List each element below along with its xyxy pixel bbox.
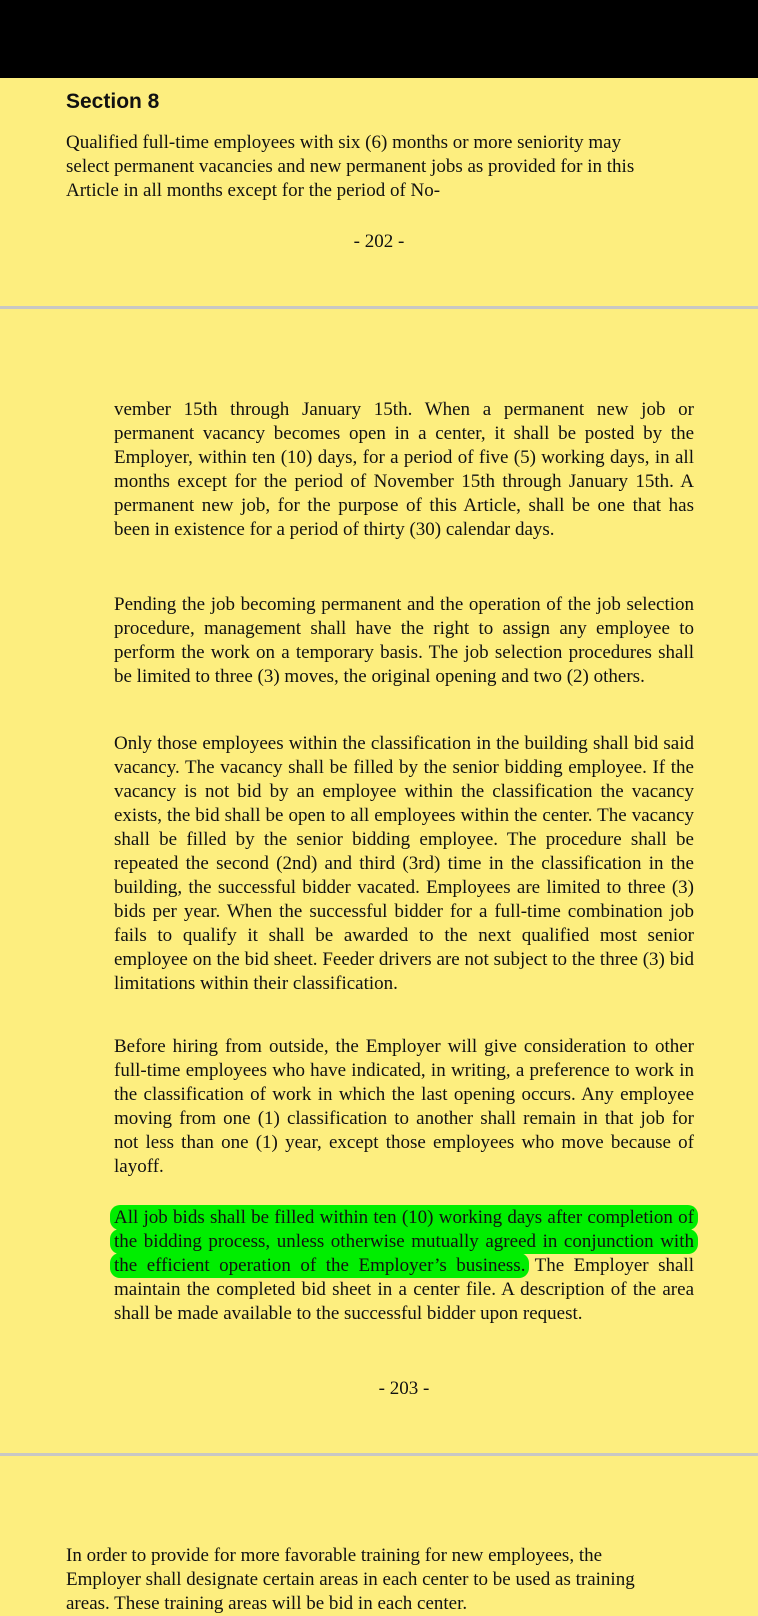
top-bar: [0, 0, 758, 78]
paragraph-only-those: Only those employees within the classification in the building shall bid said vacancy. The vacancy shall be filled by the senior bidding employee. If the vacancy is not bid by an employee within the classification the vacancy exists, the bid shall be open to all employees within the center. The vacancy shall be filled by the senior bidding employee. The procedure shall be repeated the second (2nd) and third (3rd) time in the classification in the building, the successful bidder vacated. Employees are limited to three (3) bids per year. When the successful bidder for a full-time combination job fails to qualify it shall be awarded to the next qualified most senior employee on the bid sheet. Feeder drivers are not subject to the three (3) bid limitations within their classification.: [114, 733, 694, 994]
page-divider: [0, 306, 758, 309]
page-number-202: - 202 -: [353, 231, 405, 252]
paragraph-vember: vember 15th through January 15th. When a permanent new job or permanent vacancy becomes open in a center, it shall be posted by the Employer, within ten (10) days, for a period of five (5) working days, in all months except for the period of November 15th through January 15th. A permanent new job, for the purpose of this Article, shall be one that has been in existence for a period of thirty (30) calendar days.: [114, 399, 694, 540]
section-title: Section 8: [66, 90, 160, 113]
paragraph-continuation: The Employer shall maintain the completed bid sheet in a center file. A description of the area shall be made available to the successful bidder upon request.: [114, 1255, 694, 1324]
page-204-paragraph: In order to provide for more favorable training for new employees, the Employer shall designate certain areas in each center to be used as training areas. These training areas will be bid in each center.: [66, 1545, 635, 1614]
paragraph-job-bids: [114, 1206, 694, 1326]
highlighted-text[interactable]: All job bids shall be filled within ten (10) working days after completion of the bidding process, unless otherwise mutually agreed in conjunction with the efficient operation of the Employer’s business.: [110, 1205, 698, 1278]
page-number-203: - 203 -: [378, 1378, 430, 1399]
page-divider: [0, 1453, 758, 1456]
paragraph-before-hiring: Before hiring from outside, the Employer will give consideration to other full-time employees who have indicated, in writing, a preference to work in the classification of work in which the last opening occurs. Any employee moving from one (1) classification to another shall remain in that job for not less than one (1) year, except those employees who move because of layoff.: [114, 1036, 694, 1177]
paragraph-pending: Pending the job becoming permanent and the operation of the job selection procedure, management shall have the right to assign any employee to perform the work on a temporary basis. The job selection procedures shall be limited to three (3) moves, the original opening and two (2) others.: [114, 594, 694, 687]
page-202-paragraph: Qualified full-time employees with six (6) months or more seniority may select permanent vacancies and new permanent jobs as provided for in this Article in all months except for the period of No-: [66, 132, 635, 201]
